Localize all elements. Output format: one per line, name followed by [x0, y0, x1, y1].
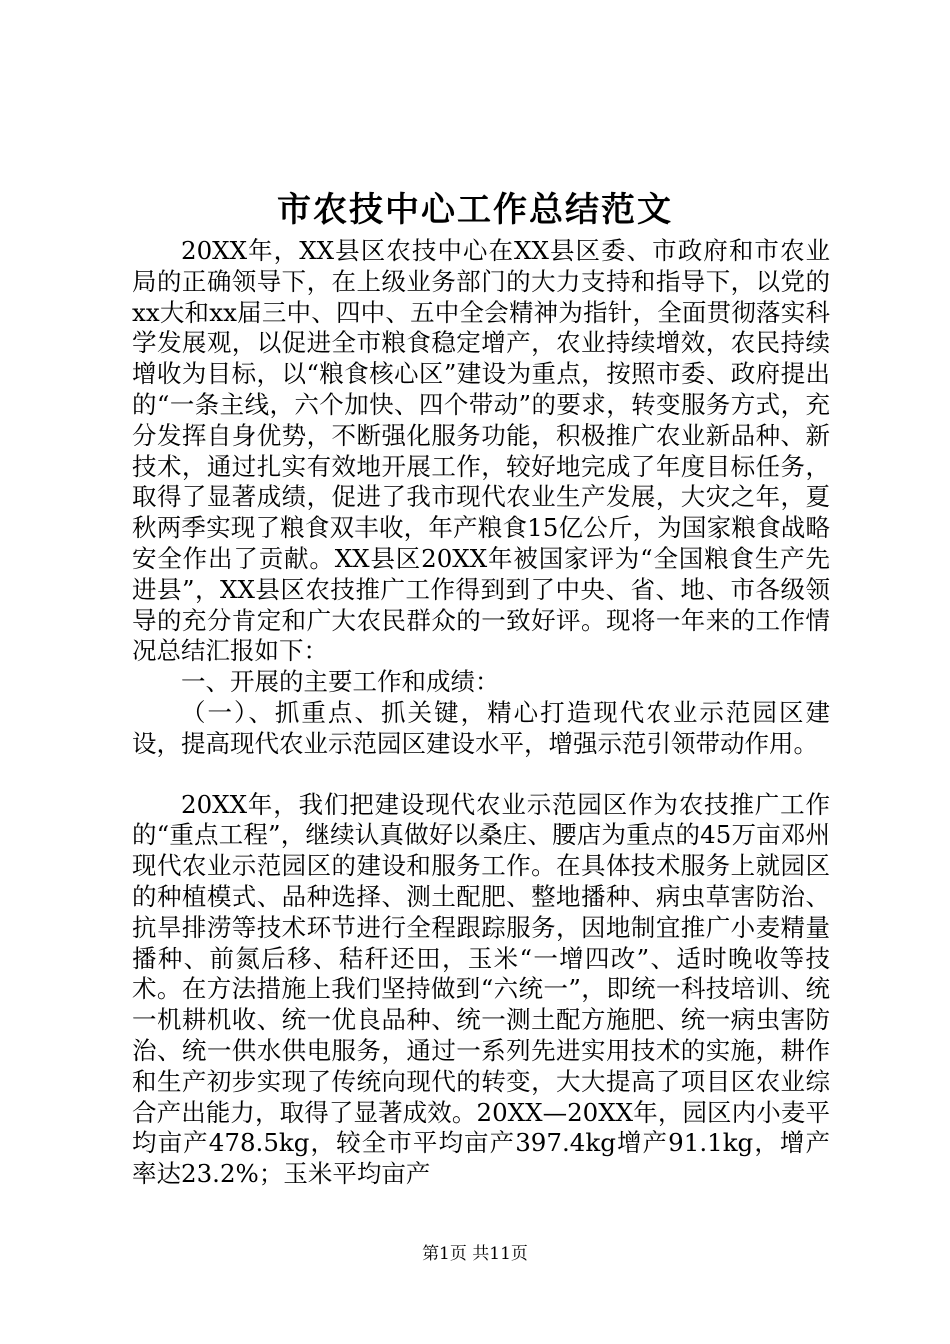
subsection-heading: （一）、抓重点、抓关键，精心打造现代农业示范园区建设，提高现代农业示范园区建设水平，增强示范引领带动作用。 [132, 697, 830, 758]
paragraph-intro: 20XX年，XX县区农技中心在XX县区委、市政府和市农业局的正确领导下，在上级业务部门的大力支持和指导下，以党的xx大和xx届三中、四中、五中全会精神为指针，全面贯彻落实科学发展观，以促进全市粮食稳定增产，农业持续增效，农民持续增收为目标，以“粮食核心区”建设为重点，按照市委、政府提出的“一条主线，六个加快、四个带动”的要求，转变服务方式，充分发挥自身优势，不断强化服务功能，积极推广农业新品种、新技术，通过扎实有效地开展工作，较好地完成了年度目标任务，取得了显著成绩，促进了我市现代农业生产发展，大灾之年，夏秋两季实现了粮食双丰收，年产粮食15亿公斤，为国家粮食战略安全作出了贡献。XX县区20XX年被国家评为“全国粮食生产先进县”，XX县区农技推广工作得到到了中央、省、地、市各级领导的充分肯定和广大农民群众的一致好评。现将一年来的工作情况总结汇报如下： [132, 236, 830, 666]
document-title: 市农技中心工作总结范文 [277, 190, 673, 230]
document-body [132, 236, 830, 1190]
paragraph-park: 20XX年，我们把建设现代农业示范园区作为农技推广工作的“重点工程”，继续认真做好以桑庄、腰店为重点的45万亩邓州现代农业示范园区的建设和服务工作。在具体技术服务上就园区的种植模式、品种选择、测土配肥、整地播种、病虫草害防治、抗旱排涝等技术环节进行全程跟踪服务，因地制宜推广小麦精量播种、前氮后移、秸秆还田，玉米“一增四改”、适时晚收等技术。在方法措施上我们坚持做到“六统一”，即统一科技培训、统一机耕机收、统一优良品种、统一测土配方施肥、统一病虫害防治、统一供水供电服务，通过一系列先进实用技术的实施，耕作和生产初步实现了传统向现代的转变，大大提高了项目区农业综合产出能力，取得了显著成效。20XX—20XX年，园区内小麦平均亩产478.5kg，较全市平均亩产397.4kg增产91.1kg，增产率达23.2%；玉米平均亩产 [132, 789, 830, 1189]
page-footer: 第1页 共11页 [422, 1244, 528, 1264]
section-heading: 一、开展的主要工作和成绩： [181, 667, 500, 697]
